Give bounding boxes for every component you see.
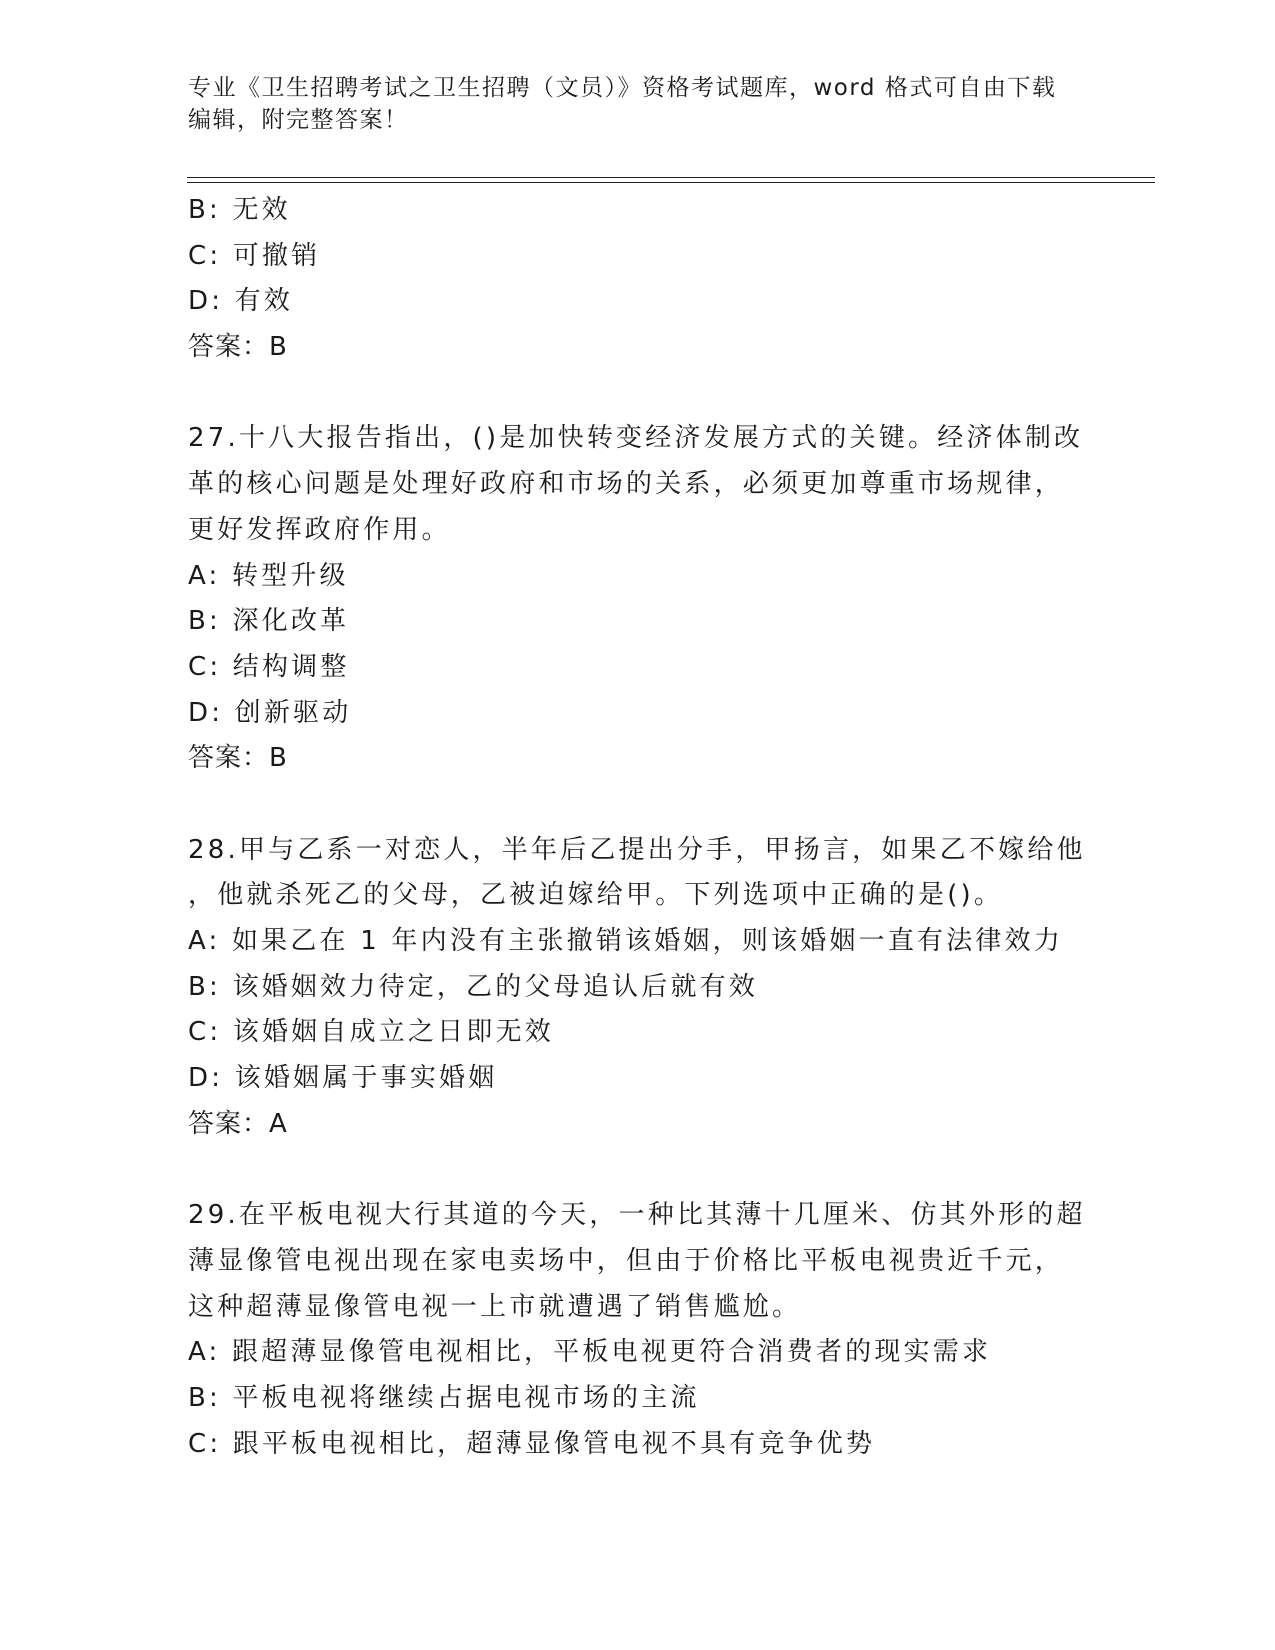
spacer [188,1147,1108,1193]
question-stem-line: 这种超薄显像管电视一上市就遭遇了销售尴尬。 [188,1291,802,1322]
answer-line: 答案：B [188,743,288,774]
question-26-block [188,188,1108,371]
page-header [188,72,1088,136]
option-c: C: 可撤销 [188,240,321,271]
question-stem-line: 革的核心问题是处理好政府和市场的关系，必须更加尊重市场规律， [188,469,1065,500]
question-stem-line: ，他就杀死乙的父母，乙被迫嫁给甲。下列选项中正确的是()。 [188,880,1004,911]
answer-line: 答案：B [188,332,288,363]
header-rule-bottom [187,182,1155,183]
option-d: D: 有效 [188,286,294,317]
header-rule-top [187,177,1155,178]
question-27-block [188,416,1108,782]
option-b: B: 深化改革 [188,606,350,637]
question-stem-line: 29.在平板电视大行其道的今天，一种比其薄十几厘米、仿其外形的超 [188,1200,1086,1231]
question-list [188,188,1108,1467]
question-stem-line: 薄显像管电视出现在家电卖场中，但由于价格比平板电视贵近千元， [188,1245,1065,1276]
question-stem-line: 更好发挥政府作用。 [188,514,451,545]
option-b: B: 无效 [188,195,291,225]
option-a: A: 如果乙在 1 年内没有主张撤销该婚姻，则该婚姻一直有法律效力 [188,926,1064,956]
option-c: C: 该婚姻自成立之日即无效 [188,1017,554,1048]
spacer [188,371,1108,417]
option-c: C: 结构调整 [188,651,350,682]
question-stem-line: 27.十八大报告指出，()是加快转变经济发展方式的关键。经济体制改 [188,423,1084,454]
option-b: B: 平板电视将继续占据电视市场的主流 [188,1382,700,1413]
option-d: D: 该婚姻属于事实婚姻 [188,1063,498,1094]
question-29-block [188,1193,1108,1467]
option-a: A: 跟超薄显像管电视相比，平板电视更符合消费者的现实需求 [188,1337,992,1368]
header-line-1: 专业《卫生招聘考试之卫生招聘（文员）》资格考试题库，word 格式可自由下载 [188,75,1057,101]
option-a: A: 转型升级 [188,560,349,591]
header-line-2: 编辑，附完整答案！ [188,107,409,133]
spacer [188,782,1108,828]
question-stem-line: 28.甲与乙系一对恋人，半年后乙提出分手，甲扬言，如果乙不嫁给他 [188,834,1086,865]
question-28-block [188,828,1108,1148]
option-d: D: 创新驱动 [188,697,352,728]
option-c: C: 跟平板电视相比，超薄显像管电视不具有竞争优势 [188,1428,876,1459]
answer-line: 答案：A [188,1108,288,1139]
option-b: B: 该婚姻效力待定，乙的父母追认后就有效 [188,971,759,1002]
